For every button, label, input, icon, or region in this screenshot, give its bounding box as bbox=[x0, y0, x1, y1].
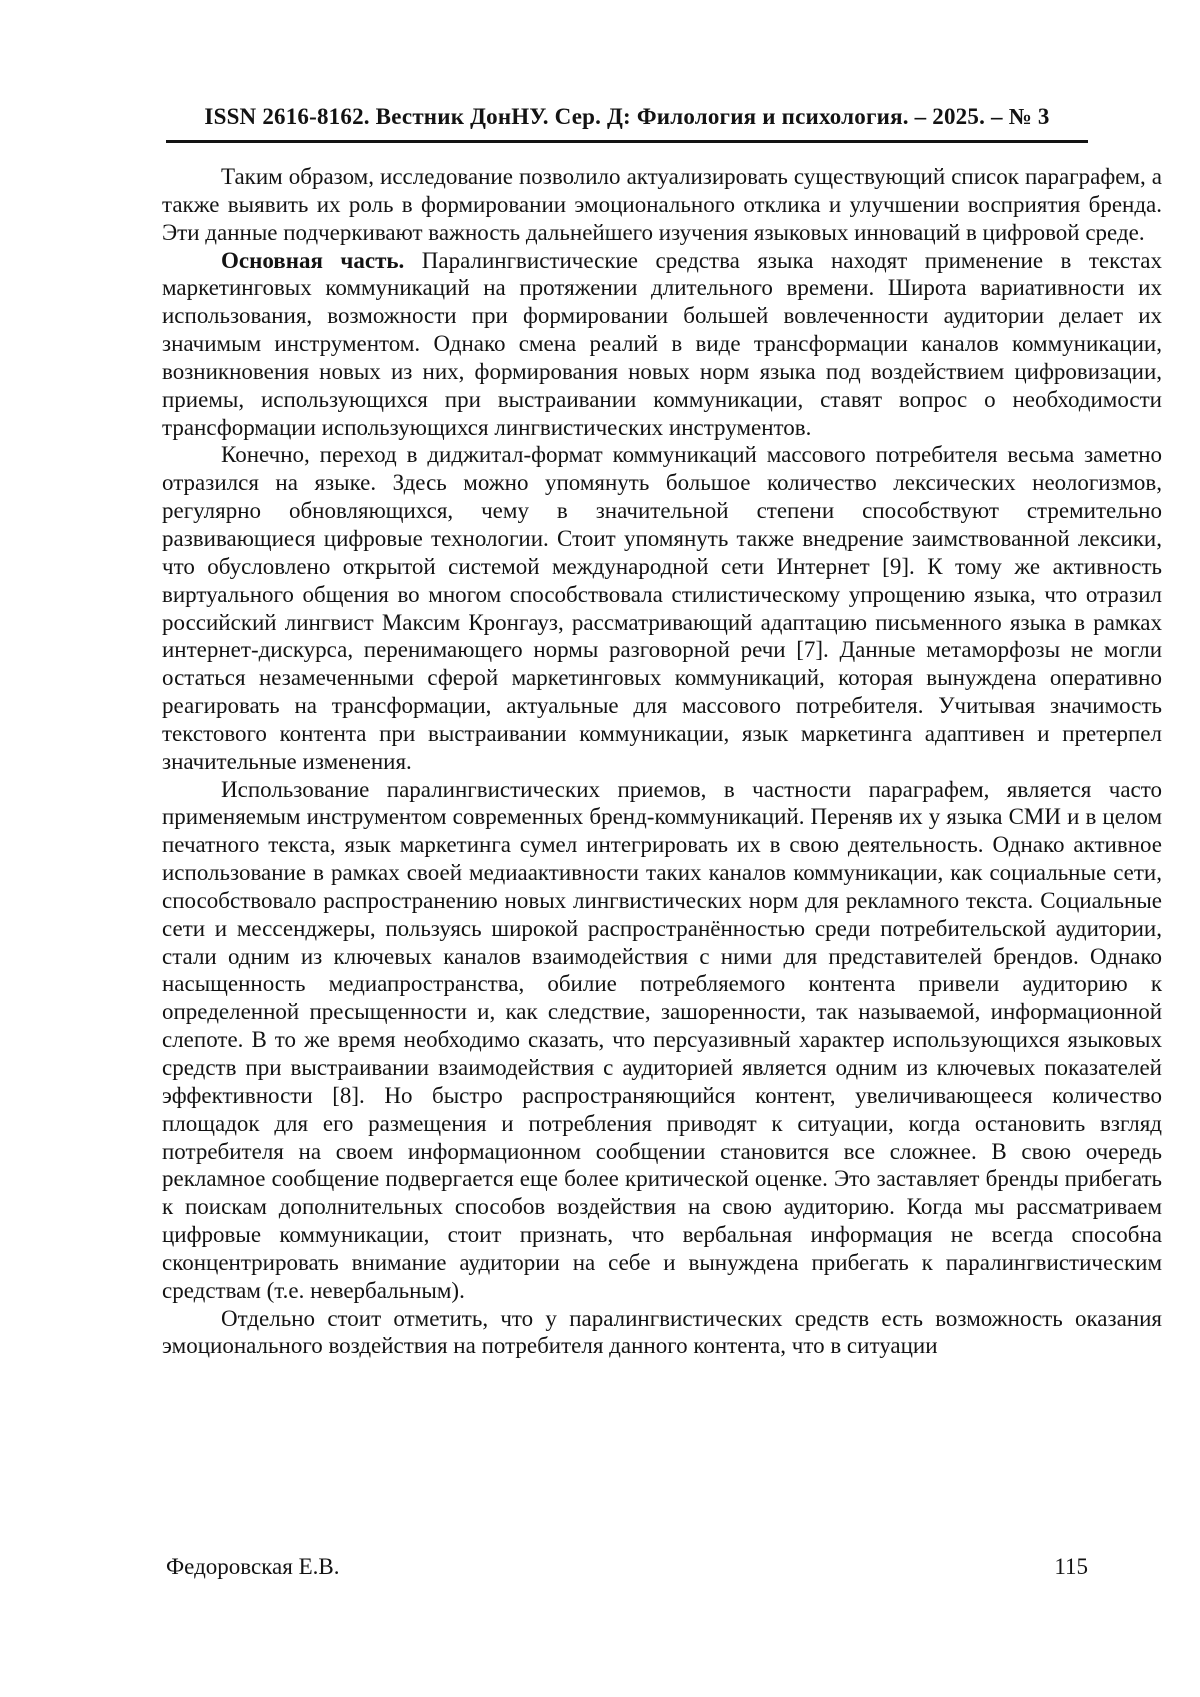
page-footer bbox=[166, 1553, 1088, 1581]
journal-header-title: ISSN 2616-8162. Вестник ДонНУ. Сер. Д: Филология и психология. – 2025. – № 3 bbox=[204, 104, 1050, 129]
paragraph-text: Таким образом, исследование позволило актуализировать существующий список параграфем, а также выявить их роль в формировании эмоционального отклика и улучшении восприятия бренда. Эти данные подчеркивают важность дальнейшего изучения языковых инноваций в цифровой среде. bbox=[162, 164, 1162, 245]
paragraph-text: Отдельно стоит отметить, что у паралингвистических средств есть возможность оказания эмоционального воздействия на потребителя данного контента, что в ситуации bbox=[162, 1305, 1162, 1359]
paragraph-conclusion bbox=[162, 163, 1162, 247]
footer-page-number: 115 bbox=[1054, 1554, 1088, 1579]
paragraph-lead-main-part: Основная часть. bbox=[221, 247, 405, 273]
paragraph-main-part bbox=[162, 247, 1162, 442]
article-body bbox=[162, 163, 1162, 1360]
paragraph-text: Паралингвистические средства языка находят применение в текстах маркетинговых коммуникаций на протяжении длительного времени. Широта вариативности их использования, возможности при формировании большей вовлеченности аудитории делает их значимым инструментом. Однако смена реалий в виде трансформации каналов коммуникации, возникновения новых из них, формирования новых норм языка под воздействием цифровизации, приемы, использующихся при выстраивании коммуникации, ставят вопрос о необходимости трансформации использующихся лингвистических инструментов. bbox=[162, 247, 1162, 440]
paragraph-paralinguistic-usage bbox=[162, 776, 1162, 1305]
paragraph-text: Конечно, переход в диджитал-формат коммуникаций массового потребителя весьма заметно отразился на языке. Здесь можно упомянуть большое количество лексических неологизмов, регулярно обновляющихся, чему в значительной степени способствуют стремительно развивающиеся цифровые технологии. Стоит упомянуть также внедрение заимствованной лексики, что обусловлено открытой системой международной сети Интернет [9]. К тому же активность виртуального общения во многом способствовала стилистическому упрощению языка, что отразил российский лингвист Максим Кронгауз, рассматривающий адаптацию письменного языка в рамках интернет-дискурса, перенимающего нормы разговорной речи [7]. Данные метаморфозы не могли остаться незамеченными сферой маркетинговых коммуникаций, которая вынуждена оперативно реагировать на трансформации, актуальные для массового потребителя. Учитывая значимость текстового контента при выстраивании коммуникации, язык маркетинга адаптивен и претерпел значительные изменения. bbox=[162, 442, 1162, 774]
footer-author: Федоровская Е.В. bbox=[166, 1554, 340, 1579]
paragraph-text: Использование паралингвистических приемов, в частности параграфем, является часто применяемым инструментом современных бренд-коммуникаций. Переняв их у языка СМИ и в целом печатного текста, язык маркетинга сумел интегрировать их в свою деятельность. Однако активное использование в рамках своей медиаактивности таких каналов коммуникации, как социальные сети, способствовало распространению новых лингвистических норм для рекламного текста. Социальные сети и мессенджеры, пользуясь широкой распространённостью среди потребительской аудитории, стали одним из ключевых каналов взаимодействия с ними для представителей брендов. Однако насыщенность медиапространства, обилие потребляемого контента привели аудиторию к определенной пресыщенности и, как следствие, зашоренности, так называемой, информационной слепоте. В то же время необходимо сказать, что персуазивный характер использующихся языковых средств при выстраивании взаимодействия с аудиторией является одним из ключевых показателей эффективности [8]. Но быстро распространяющийся контент, увеличивающееся количество площадок для его размещения и потребления приводят к ситуации, когда остановить взгляд потребителя на своем информационном сообщении становится все сложнее. В свою очередь рекламное сообщение подвергается еще более критической оценке. Это заставляет бренды прибегать к поискам дополнительных способов воздействия на свою аудиторию. Когда мы рассматриваем цифровые коммуникации, стоит признать, что вербальная информация не всегда способна сконцентрировать внимание аудитории на себе и вынуждена прибегать к паралингвистическим средствам (т.е. невербальным). bbox=[162, 776, 1162, 1303]
header-rule bbox=[166, 140, 1088, 143]
paragraph-digital-format bbox=[162, 441, 1162, 775]
paragraph-emotional-impact bbox=[162, 1305, 1162, 1361]
running-header bbox=[166, 103, 1088, 131]
